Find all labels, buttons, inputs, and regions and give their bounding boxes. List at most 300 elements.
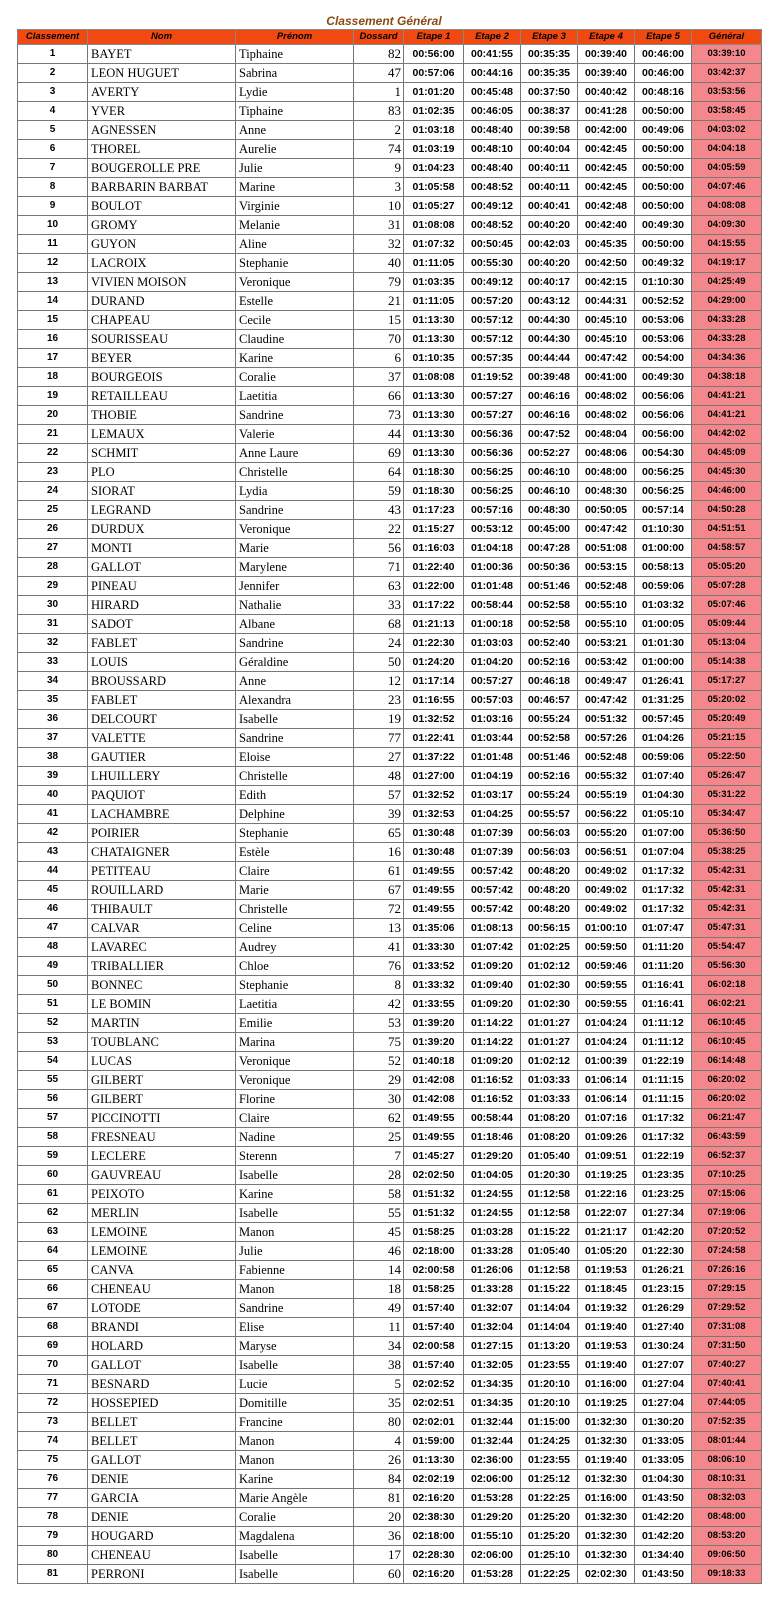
etape-1-cell: 01:13:30 [404,425,464,444]
etape-1-cell: 01:45:27 [404,1147,464,1166]
dossard-cell: 44 [354,425,404,444]
dossard-cell: 76 [354,957,404,976]
dossard-cell: 59 [354,482,404,501]
etape-1-cell: 01:05:27 [404,197,464,216]
etape-4-cell: 00:55:32 [578,767,635,786]
table-row [18,64,762,83]
nom-cell: LACROIX [88,254,236,273]
etape-5-cell: 00:49:06 [635,121,692,140]
table-row [18,1413,762,1432]
etape-3-cell: 00:37:50 [521,83,578,102]
etape-1-cell: 02:02:50 [404,1166,464,1185]
etape-2-cell: 01:03:17 [464,786,521,805]
etape-4-cell: 00:47:42 [578,520,635,539]
nom-cell: AGNESSEN [88,121,236,140]
etape-2-cell: 01:14:22 [464,1014,521,1033]
etape-1-cell: 01:02:35 [404,102,464,121]
rank-cell: 43 [18,843,88,862]
nom-cell: PINEAU [88,577,236,596]
nom-cell: LEMOINE [88,1242,236,1261]
etape-4-cell: 00:42:45 [578,178,635,197]
etape-1-cell: 01:11:05 [404,292,464,311]
etape-1-cell: 01:32:53 [404,805,464,824]
etape-2-cell: 01:34:35 [464,1375,521,1394]
etape-4-cell: 00:48:00 [578,463,635,482]
rank-cell: 56 [18,1090,88,1109]
table-row [18,653,762,672]
dossard-cell: 62 [354,1109,404,1128]
general-cell: 05:07:28 [692,577,762,596]
nom-cell: SOURISSEAU [88,330,236,349]
rank-cell: 65 [18,1261,88,1280]
etape-5-cell: 01:33:05 [635,1432,692,1451]
dossard-cell: 57 [354,786,404,805]
rank-cell: 66 [18,1280,88,1299]
table-row [18,311,762,330]
table-row [18,957,762,976]
nom-cell: GAUTIER [88,748,236,767]
prenom-cell: Lucie [236,1375,354,1394]
general-cell: 05:13:04 [692,634,762,653]
prenom-cell: Audrey [236,938,354,957]
general-cell: 04:38:18 [692,368,762,387]
nom-cell: LOUIS [88,653,236,672]
etape-3-cell: 01:02:30 [521,995,578,1014]
etape-3-cell: 00:40:20 [521,216,578,235]
etape-5-cell: 01:03:32 [635,596,692,615]
nom-cell: BONNEC [88,976,236,995]
etape-1-cell: 01:27:00 [404,767,464,786]
prenom-cell: Coralie [236,1508,354,1527]
etape-5-cell: 01:07:40 [635,767,692,786]
etape-3-cell: 00:55:24 [521,786,578,805]
etape-1-cell: 01:13:30 [404,1451,464,1470]
header-etape-1: Etape 1 [404,30,464,45]
etape-3-cell: 01:02:25 [521,938,578,957]
etape-1-cell: 01:22:30 [404,634,464,653]
etape-1-cell: 01:33:30 [404,938,464,957]
etape-2-cell: 00:57:27 [464,672,521,691]
nom-cell: BOULOT [88,197,236,216]
prenom-cell: Veronique [236,273,354,292]
prenom-cell: Claire [236,1109,354,1128]
rank-cell: 54 [18,1052,88,1071]
etape-4-cell: 01:19:40 [578,1318,635,1337]
etape-2-cell: 01:00:18 [464,615,521,634]
nom-cell: CALVAR [88,919,236,938]
table-row [18,1546,762,1565]
prenom-cell: Karine [236,1185,354,1204]
general-cell: 08:48:00 [692,1508,762,1527]
etape-3-cell: 00:56:15 [521,919,578,938]
dossard-cell: 11 [354,1318,404,1337]
etape-4-cell: 01:00:10 [578,919,635,938]
etape-1-cell: 01:57:40 [404,1299,464,1318]
nom-cell: GILBERT [88,1090,236,1109]
etape-4-cell: 00:41:00 [578,368,635,387]
etape-4-cell: 00:41:28 [578,102,635,121]
table-row [18,1185,762,1204]
rank-cell: 9 [18,197,88,216]
prenom-cell: Julie [236,1242,354,1261]
prenom-cell: Anne Laure [236,444,354,463]
etape-1-cell: 01:39:20 [404,1014,464,1033]
prenom-cell: Melanie [236,216,354,235]
etape-4-cell: 01:19:40 [578,1451,635,1470]
header-classement: Classement [18,30,88,45]
etape-5-cell: 01:27:34 [635,1204,692,1223]
rank-cell: 64 [18,1242,88,1261]
nom-cell: BOUGEROLLE PRE [88,159,236,178]
rank-cell: 34 [18,672,88,691]
table-row [18,140,762,159]
general-cell: 08:01:44 [692,1432,762,1451]
dossard-cell: 35 [354,1394,404,1413]
etape-5-cell: 01:11:12 [635,1033,692,1052]
table-row [18,463,762,482]
table-row [18,1337,762,1356]
nom-cell: LAVAREC [88,938,236,957]
nom-cell: GUYON [88,235,236,254]
general-cell: 05:05:20 [692,558,762,577]
table-row [18,805,762,824]
nom-cell: GILBERT [88,1071,236,1090]
rank-cell: 55 [18,1071,88,1090]
dossard-cell: 67 [354,881,404,900]
nom-cell: LOTODE [88,1299,236,1318]
etape-1-cell: 01:51:32 [404,1185,464,1204]
etape-5-cell: 01:26:41 [635,672,692,691]
nom-cell: BRANDI [88,1318,236,1337]
etape-5-cell: 00:58:13 [635,558,692,577]
etape-3-cell: 00:47:28 [521,539,578,558]
prenom-cell: Coralie [236,368,354,387]
etape-5-cell: 01:22:19 [635,1147,692,1166]
prenom-cell: Julie [236,159,354,178]
dossard-cell: 27 [354,748,404,767]
etape-3-cell: 00:44:30 [521,330,578,349]
dossard-cell: 19 [354,710,404,729]
dossard-cell: 20 [354,1508,404,1527]
rank-cell: 36 [18,710,88,729]
header-nom: Nom [88,30,236,45]
etape-2-cell: 01:18:46 [464,1128,521,1147]
etape-1-cell: 02:16:20 [404,1565,464,1584]
general-cell: 04:42:02 [692,425,762,444]
dossard-cell: 25 [354,1128,404,1147]
nom-cell: THOBIE [88,406,236,425]
dossard-cell: 52 [354,1052,404,1071]
table-row [18,406,762,425]
etape-3-cell: 01:20:10 [521,1375,578,1394]
etape-1-cell: 01:59:00 [404,1432,464,1451]
etape-1-cell: 01:39:20 [404,1033,464,1052]
nom-cell: LEMOINE [88,1223,236,1242]
etape-3-cell: 00:47:52 [521,425,578,444]
etape-2-cell: 02:06:00 [464,1470,521,1489]
general-cell: 04:04:18 [692,140,762,159]
nom-cell: LEGRAND [88,501,236,520]
etape-2-cell: 00:56:25 [464,463,521,482]
table-row [18,824,762,843]
etape-3-cell: 01:25:10 [521,1546,578,1565]
nom-cell: LECLERE [88,1147,236,1166]
etape-2-cell: 00:49:12 [464,197,521,216]
etape-5-cell: 01:11:15 [635,1090,692,1109]
etape-2-cell: 01:03:28 [464,1223,521,1242]
etape-4-cell: 01:19:53 [578,1337,635,1356]
etape-5-cell: 00:46:00 [635,45,692,64]
general-cell: 04:07:46 [692,178,762,197]
etape-1-cell: 01:03:35 [404,273,464,292]
nom-cell: LEON HUGUET [88,64,236,83]
dossard-cell: 16 [354,843,404,862]
dossard-cell: 26 [354,1451,404,1470]
table-row [18,691,762,710]
general-cell: 05:42:31 [692,881,762,900]
dossard-cell: 18 [354,1280,404,1299]
etape-2-cell: 01:09:20 [464,957,521,976]
etape-1-cell: 01:37:22 [404,748,464,767]
prenom-cell: Isabelle [236,1204,354,1223]
etape-1-cell: 01:21:13 [404,615,464,634]
dossard-cell: 10 [354,197,404,216]
rank-cell: 25 [18,501,88,520]
etape-4-cell: 01:05:20 [578,1242,635,1261]
dossard-cell: 4 [354,1432,404,1451]
table-row [18,197,762,216]
etape-5-cell: 01:11:20 [635,938,692,957]
etape-5-cell: 01:34:40 [635,1546,692,1565]
etape-3-cell: 00:46:16 [521,387,578,406]
dossard-cell: 69 [354,444,404,463]
rank-cell: 71 [18,1375,88,1394]
prenom-cell: Géraldine [236,653,354,672]
general-cell: 07:29:15 [692,1280,762,1299]
etape-4-cell: 01:19:25 [578,1394,635,1413]
etape-5-cell: 00:50:00 [635,235,692,254]
dossard-cell: 71 [354,558,404,577]
etape-1-cell: 01:58:25 [404,1280,464,1299]
prenom-cell: Anne [236,672,354,691]
etape-1-cell: 01:22:40 [404,558,464,577]
etape-3-cell: 00:39:48 [521,368,578,387]
prenom-cell: Delphine [236,805,354,824]
dossard-cell: 61 [354,862,404,881]
dossard-cell: 1 [354,83,404,102]
table-row [18,843,762,862]
dossard-cell: 12 [354,672,404,691]
table-row [18,634,762,653]
etape-3-cell: 00:55:24 [521,710,578,729]
etape-1-cell: 01:30:48 [404,824,464,843]
etape-3-cell: 01:14:04 [521,1299,578,1318]
etape-4-cell: 00:42:40 [578,216,635,235]
rank-cell: 14 [18,292,88,311]
dossard-cell: 17 [354,1546,404,1565]
etape-5-cell: 00:50:00 [635,178,692,197]
etape-1-cell: 01:15:27 [404,520,464,539]
dossard-cell: 28 [354,1166,404,1185]
general-cell: 07:40:41 [692,1375,762,1394]
etape-1-cell: 01:08:08 [404,216,464,235]
etape-5-cell: 00:56:25 [635,482,692,501]
prenom-cell: Sandrine [236,501,354,520]
etape-3-cell: 00:40:04 [521,140,578,159]
table-row [18,1470,762,1489]
etape-3-cell: 01:15:22 [521,1223,578,1242]
general-cell: 07:52:35 [692,1413,762,1432]
rank-cell: 42 [18,824,88,843]
nom-cell: LEMAUX [88,425,236,444]
nom-cell: BESNARD [88,1375,236,1394]
dossard-cell: 55 [354,1204,404,1223]
etape-5-cell: 01:26:21 [635,1261,692,1280]
nom-cell: HOLARD [88,1337,236,1356]
nom-cell: BARBARIN BARBAT [88,178,236,197]
rank-cell: 8 [18,178,88,197]
dossard-cell: 33 [354,596,404,615]
dossard-cell: 56 [354,539,404,558]
rank-cell: 22 [18,444,88,463]
etape-2-cell: 01:32:44 [464,1413,521,1432]
etape-5-cell: 00:48:16 [635,83,692,102]
prenom-cell: Sandrine [236,634,354,653]
etape-2-cell: 00:57:42 [464,900,521,919]
etape-4-cell: 01:19:32 [578,1299,635,1318]
etape-1-cell: 01:58:25 [404,1223,464,1242]
table-row [18,444,762,463]
nom-cell: HOSSEPIED [88,1394,236,1413]
general-cell: 04:33:28 [692,330,762,349]
nom-cell: MARTIN [88,1014,236,1033]
prenom-cell: Stephanie [236,824,354,843]
header-row [18,30,762,45]
rank-cell: 78 [18,1508,88,1527]
general-cell: 05:31:22 [692,786,762,805]
nom-cell: DURAND [88,292,236,311]
table-row [18,881,762,900]
prenom-cell: Aurelie [236,140,354,159]
rank-cell: 21 [18,425,88,444]
nom-cell: BEYER [88,349,236,368]
dossard-cell: 82 [354,45,404,64]
general-cell: 05:38:25 [692,843,762,862]
etape-5-cell: 01:16:41 [635,995,692,1014]
etape-4-cell: 00:48:06 [578,444,635,463]
prenom-cell: Isabelle [236,1546,354,1565]
etape-3-cell: 00:50:36 [521,558,578,577]
general-cell: 06:21:47 [692,1109,762,1128]
prenom-cell: Chloe [236,957,354,976]
etape-4-cell: 01:19:25 [578,1166,635,1185]
etape-5-cell: 01:22:19 [635,1052,692,1071]
etape-2-cell: 01:03:16 [464,710,521,729]
etape-3-cell: 00:48:20 [521,862,578,881]
prenom-cell: Veronique [236,520,354,539]
etape-2-cell: 01:07:42 [464,938,521,957]
dossard-cell: 80 [354,1413,404,1432]
dossard-cell: 3 [354,178,404,197]
general-cell: 04:29:00 [692,292,762,311]
etape-5-cell: 01:04:26 [635,729,692,748]
etape-1-cell: 01:42:08 [404,1090,464,1109]
etape-3-cell: 00:46:57 [521,691,578,710]
prenom-cell: Francine [236,1413,354,1432]
nom-cell: PAQUIOT [88,786,236,805]
etape-2-cell: 01:09:20 [464,995,521,1014]
etape-4-cell: 00:52:48 [578,748,635,767]
nom-cell: GROMY [88,216,236,235]
etape-3-cell: 01:05:40 [521,1147,578,1166]
rank-cell: 40 [18,786,88,805]
etape-4-cell: 01:16:00 [578,1489,635,1508]
etape-2-cell: 01:04:20 [464,653,521,672]
etape-2-cell: 00:57:12 [464,311,521,330]
table-row [18,368,762,387]
rank-cell: 3 [18,83,88,102]
etape-2-cell: 01:03:44 [464,729,521,748]
etape-4-cell: 00:55:10 [578,596,635,615]
table-row [18,1432,762,1451]
rank-cell: 39 [18,767,88,786]
rank-cell: 51 [18,995,88,1014]
general-cell: 04:05:59 [692,159,762,178]
nom-cell: BAYET [88,45,236,64]
table-row [18,1033,762,1052]
etape-5-cell: 01:04:30 [635,786,692,805]
etape-3-cell: 00:52:58 [521,615,578,634]
etape-5-cell: 00:46:00 [635,64,692,83]
rank-cell: 16 [18,330,88,349]
etape-3-cell: 01:23:55 [521,1356,578,1375]
etape-4-cell: 00:42:48 [578,197,635,216]
dossard-cell: 38 [354,1356,404,1375]
general-cell: 04:41:21 [692,387,762,406]
etape-4-cell: 00:55:19 [578,786,635,805]
etape-3-cell: 00:44:30 [521,311,578,330]
etape-5-cell: 01:07:00 [635,824,692,843]
table-row [18,1166,762,1185]
rank-cell: 73 [18,1413,88,1432]
etape-4-cell: 00:48:02 [578,406,635,425]
etape-5-cell: 01:23:25 [635,1185,692,1204]
rank-cell: 80 [18,1546,88,1565]
rank-cell: 69 [18,1337,88,1356]
nom-cell: BROUSSARD [88,672,236,691]
prenom-cell: Stephanie [236,976,354,995]
etape-4-cell: 00:47:42 [578,349,635,368]
table-row [18,1451,762,1470]
nom-cell: FABLET [88,634,236,653]
nom-cell: CHENEAU [88,1280,236,1299]
etape-5-cell: 01:23:15 [635,1280,692,1299]
etape-4-cell: 00:42:45 [578,159,635,178]
prenom-cell: Veronique [236,1071,354,1090]
etape-4-cell: 00:45:10 [578,311,635,330]
prenom-cell: Sabrina [236,64,354,83]
etape-4-cell: 01:32:30 [578,1527,635,1546]
etape-1-cell: 01:07:32 [404,235,464,254]
etape-1-cell: 01:13:30 [404,311,464,330]
header-etape-4: Etape 4 [578,30,635,45]
rank-cell: 67 [18,1299,88,1318]
etape-3-cell: 01:02:12 [521,1052,578,1071]
rank-cell: 74 [18,1432,88,1451]
rank-cell: 72 [18,1394,88,1413]
dossard-cell: 45 [354,1223,404,1242]
prenom-cell: Stephanie [236,254,354,273]
